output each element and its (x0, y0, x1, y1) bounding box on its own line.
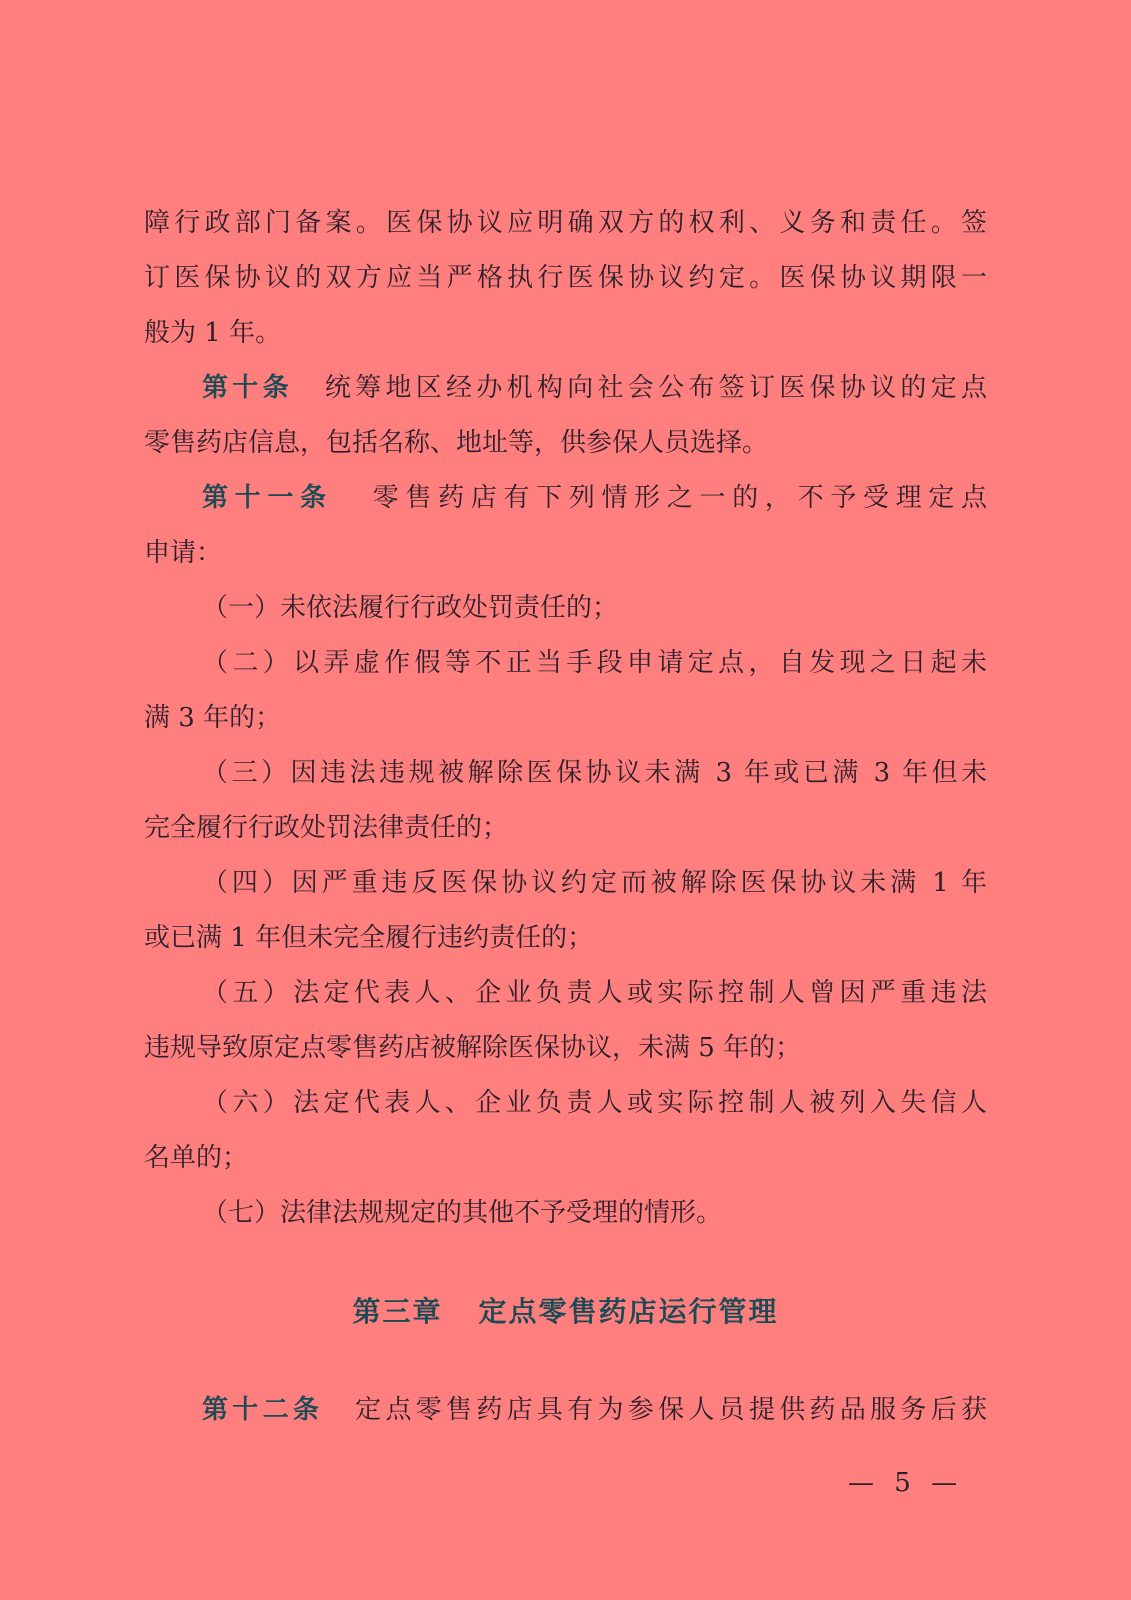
list-item-2-line-1: （二）以弄虚作假等不正当手段申请定点，自发现之日起未 (202, 648, 987, 678)
chapter-number: 第三章 (352, 1295, 443, 1328)
article-10-text: 统筹地区经办机构向社会公布签订医保协议的定点 (324, 373, 987, 403)
list-item-1: （一）未依法履行行政处罚责任的； (202, 593, 619, 623)
paragraph-line: 障行政部门备案。医保协议应明确双方的权利、义务和责任。签 (144, 208, 987, 238)
paragraph-line: 订医保协议的双方应当严格执行医保协议约定。医保协议期限一 (144, 263, 987, 293)
list-item-4-line-2: 或已满 1 年但未完全履行违约责任的； (144, 923, 594, 953)
article-10-heading: 第十条 (202, 373, 293, 403)
article-10-line-1 (144, 361, 987, 416)
list-item-5-line-2: 违规导致原定点零售药店被解除医保协议，未满 5 年的； (144, 1033, 802, 1063)
article-12-line-1 (144, 1383, 987, 1438)
list-item-3-line-1: （三）因违法违规被解除医保协议未满 3 年或已满 3 年但未 (202, 758, 987, 788)
article-12 (144, 1383, 987, 1438)
document-body (144, 196, 987, 1241)
chapter-title: 定点零售药店运行管理 (478, 1295, 779, 1328)
article-11-heading: 第十一条 (202, 483, 333, 513)
list-item-6-line-1: （六）法定代表人、企业负责人或实际控制人被列入失信人 (202, 1088, 987, 1118)
article-12-text: 定点零售药店具有为参保人员提供药品服务后获 (355, 1395, 987, 1425)
list-item-3-line-2: 完全履行行政处罚法律责任的； (144, 813, 509, 843)
list-item-6-line-2: 名单的； (144, 1143, 249, 1173)
chapter-heading (0, 1290, 1131, 1330)
article-11-text: 零售药店有下列情形之一的，不予受理定点 (372, 483, 987, 513)
page-number: — 5 — (848, 1468, 964, 1498)
article-11-line-1 (144, 471, 987, 526)
article-11-line-2: 申请： (144, 538, 223, 568)
list-item-5-line-1: （五）法定代表人、企业负责人或实际控制人曾因严重违法 (202, 978, 987, 1008)
list-item-4-line-1: （四）因严重违反医保协议约定而被解除医保协议未满 1 年 (202, 868, 987, 898)
list-item-7: （七）法律法规规定的其他不予受理的情形。 (202, 1198, 723, 1228)
list-item-2-line-2: 满 3 年的； (144, 703, 282, 733)
article-12-heading: 第十二条 (202, 1395, 324, 1425)
paragraph-line: 般为 1 年。 (144, 318, 282, 348)
article-10-line-2: 零售药店信息，包括名称、地址等，供参保人员选择。 (144, 428, 769, 458)
